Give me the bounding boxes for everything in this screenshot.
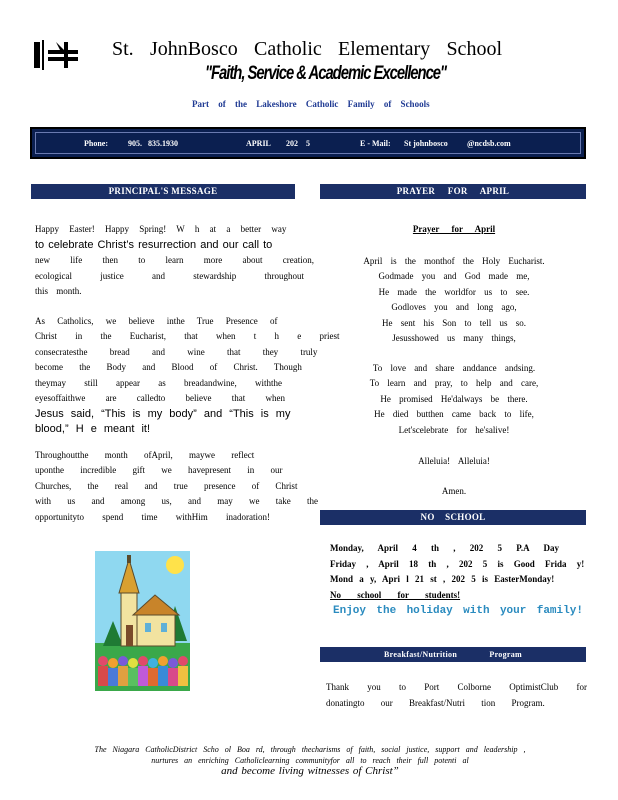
school-motto: "Faith, Service & Academic Excellence" xyxy=(205,63,447,84)
prayer-line: Godmade you and God made me, xyxy=(378,271,530,281)
prayer-line: To learn and pray, to help and care, xyxy=(369,378,539,388)
email-label: E - Mail: xyxy=(360,139,391,148)
no-school-list xyxy=(330,541,588,603)
email-user: St johnbosco xyxy=(404,139,448,148)
text-line: blood,” H e meant it! xyxy=(35,423,151,435)
prayer-line: April is the monthof the Holy Eucharist. xyxy=(363,255,545,266)
prayer-line: He made the worldfor us to see. xyxy=(378,286,530,297)
text-line: As Catholics, we believe inthe True Presence of xyxy=(35,315,278,326)
text-line: ecological justice and stewardship throughout xyxy=(35,270,304,281)
enjoy-word: your xyxy=(499,605,527,617)
prayer-line: To love and share anddance andsing. xyxy=(372,362,536,373)
enjoy-holiday-banner xyxy=(333,605,583,617)
footer-line: nurtures an enriching Catholiclearning communityfor all to reach their full potenti al xyxy=(151,756,469,765)
prayer-amen: Amen. xyxy=(441,485,467,496)
prayer-title: Prayer for April xyxy=(412,224,496,234)
issue-year: 202 5 xyxy=(286,139,310,148)
text-line: eyesoffaithwe are calledto believe that when xyxy=(35,393,286,403)
enjoy-word: Enjoy xyxy=(333,605,367,617)
no-school-row: Monday, April 4 th , 202 5 P.A Day xyxy=(330,543,559,553)
breakfast-line: donatingto our Breakfast/Nutri tion Program. xyxy=(326,697,545,708)
text-line: Jesus said, “This is my body” and “This is my xyxy=(35,407,291,420)
contact-bar xyxy=(30,127,586,159)
prayer-line: Godloves you and long ago, xyxy=(391,302,517,312)
enjoy-word: family! xyxy=(536,605,583,617)
text-line: Throughoutthe month ofApril, maywe reflect xyxy=(35,449,255,460)
phone-label: Phone: xyxy=(84,139,108,148)
text-line: Christ in the Eucharist, that when t h e priest xyxy=(35,331,340,341)
no-school-row: Friday , April 18 th , 202 5 is Good Frida y! xyxy=(330,558,585,569)
text-line: new life then to learn more about creation, xyxy=(35,255,314,265)
no-school-heading: NO SCHOOL xyxy=(320,510,586,525)
footer-line: and become living witnesses of Christ” xyxy=(221,765,399,777)
board-mission-footer xyxy=(60,744,560,777)
enjoy-word: holiday xyxy=(406,605,453,617)
school-name xyxy=(112,38,502,61)
text-line: to celebrate Christ’s resurrection and our call to xyxy=(35,238,273,251)
principal-heading: PRINCIPAL'S MESSAGE xyxy=(31,184,295,199)
prayer-line: Let'scelebrate for he'salive! xyxy=(398,424,510,435)
school-name-word: St. xyxy=(112,38,134,60)
text-line: Churches, the real and true presence of Christ xyxy=(35,480,298,491)
family-of-schools: Part of the Lakeshore Catholic Family of Schools xyxy=(192,99,430,109)
prayer-line: Jesusshowed us many things, xyxy=(392,333,516,343)
school-name-word: JohnBosco xyxy=(149,38,238,60)
phone-area: 905. xyxy=(128,139,142,148)
no-school-row: No school for students! xyxy=(330,589,461,600)
prayer-heading: PRAYER FOR APRIL xyxy=(320,184,586,199)
text-line: consecratesthe bread and wine that they truly xyxy=(35,346,318,357)
enjoy-word: with xyxy=(463,605,490,617)
breakfast-section xyxy=(326,680,587,711)
text-line: become the Body and Blood of Christ. Though xyxy=(35,362,302,372)
prayer-section xyxy=(322,222,586,499)
text-line: with us and among us, and may we take the xyxy=(35,496,318,506)
text-line: this month. xyxy=(35,286,82,296)
text-line: opportunityto spend time withHim inadoration! xyxy=(35,511,270,522)
enjoy-word: the xyxy=(376,605,397,617)
text-line: uponthe incredible gift we havepresent in our xyxy=(35,465,283,475)
prayer-alleluia: Alleluia! Alleluia! xyxy=(418,456,490,466)
prayer-line: He sent his Son to tell us so. xyxy=(381,317,526,328)
prayer-line: He died butthen came back to life, xyxy=(374,409,534,419)
text-line: theymay still appear as breadandwine, withthe xyxy=(35,377,282,388)
school-name-word: School xyxy=(446,38,502,60)
text-line: Happy Easter! Happy Spring! W h at a better way xyxy=(35,224,287,234)
church-clipart-icon xyxy=(95,551,190,691)
phone-number: 835.1930 xyxy=(148,139,178,148)
no-school-row: Mond a y, Apri l 21 st , 202 5 is EasterMonday! xyxy=(330,574,555,584)
principal-message xyxy=(35,222,340,534)
prayer-line: He promised He'dalways be there. xyxy=(380,393,528,404)
school-name-word: Catholic xyxy=(253,38,322,60)
school-name-word: Elementary xyxy=(338,38,431,60)
email-domain: @ncdsb.com xyxy=(467,139,511,148)
breakfast-heading: Breakfast/Nutrition Program xyxy=(320,647,586,662)
school-logo-icon xyxy=(30,38,82,72)
footer-line: The Niagara CatholicDistrict Scho ol Boa rd, through thecharisms of faith, social justice, support and leadership , xyxy=(94,745,526,754)
breakfast-line: Thank you to Port Colborne OptimistClub for xyxy=(326,682,587,692)
issue-month: APRIL xyxy=(246,139,271,148)
